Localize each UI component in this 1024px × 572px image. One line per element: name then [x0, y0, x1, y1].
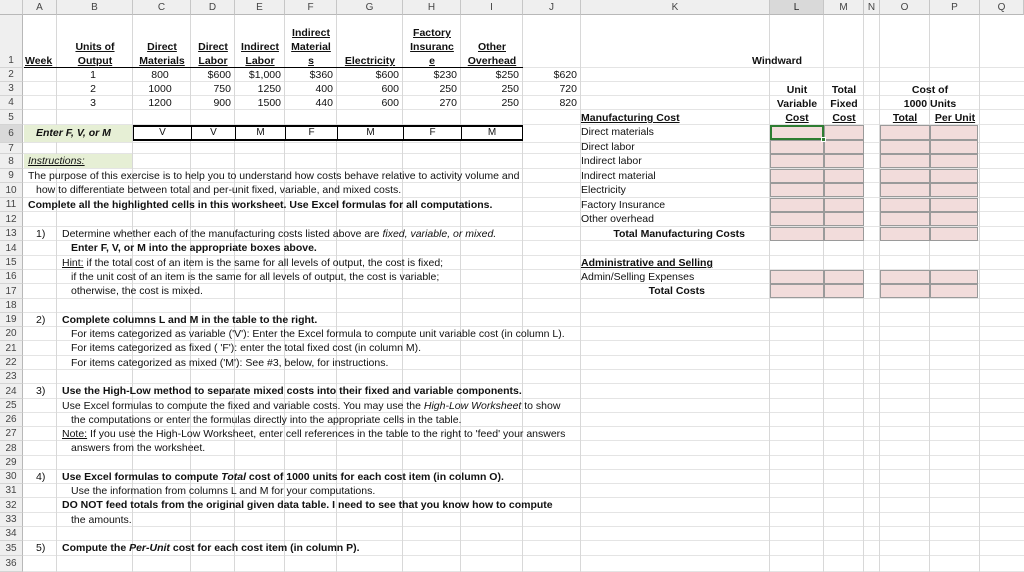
cell-units-week3[interactable]: 1200 — [148, 97, 172, 109]
row-header-32[interactable]: 32 — [0, 498, 23, 513]
row-header-22[interactable]: 22 — [0, 356, 23, 370]
cell-im-week3[interactable]: 600 — [381, 97, 399, 109]
direct-labor-header: Direct Labor — [198, 41, 228, 67]
input-cell[interactable] — [824, 198, 864, 212]
row-header-3[interactable]: 3 — [0, 82, 23, 96]
row-header-31[interactable]: 31 — [0, 484, 23, 498]
row-header-25[interactable]: 25 — [0, 399, 23, 413]
cost-item-label: Indirect labor — [581, 155, 642, 167]
input-cell[interactable] — [930, 169, 978, 183]
total-manufacturing-costs-label: Total Manufacturing Costs — [613, 228, 745, 240]
electricity-header: Electricity — [344, 55, 396, 67]
column-header-j[interactable]: J — [523, 0, 581, 15]
admin-selling-title: Administrative and Selling — [581, 257, 713, 269]
step4-title: Use Excel formulas to compute Total cost of 1000 units for each cost item (in column O). — [62, 471, 504, 483]
select-all-corner[interactable] — [0, 0, 23, 15]
direct-materials-header: Direct Materials — [139, 41, 185, 67]
admin-selling-expenses-label: Admin/Selling Expenses — [581, 271, 695, 283]
step4-line4: the amounts. — [71, 514, 132, 526]
step1-hint: Hint: if the total cost of an item is the same for all levels of output, the cost is fixed; — [62, 257, 444, 269]
input-cell[interactable] — [880, 270, 930, 284]
step1-line4: if the unit cost of an item is the same for all levels of output, the cost is variable; — [71, 271, 440, 283]
input-cell[interactable] — [824, 212, 864, 226]
cell-dm-week1[interactable]: $600 — [207, 69, 231, 81]
input-cell[interactable] — [824, 169, 864, 183]
step1-number: 1) — [36, 228, 46, 240]
indirect-labor-header: Indirect Labor — [241, 41, 279, 67]
cost-item-label: Other overhead — [581, 213, 654, 225]
company-name: Windward — [752, 55, 803, 67]
row-header-15[interactable]: 15 — [0, 256, 23, 270]
row-header-11[interactable]: 11 — [0, 198, 23, 212]
input-cell[interactable] — [770, 140, 824, 154]
step1-line1: Determine whether each of the manufacturing costs listed above are fixed, variable, or mixed. — [62, 228, 497, 240]
row-header-24[interactable]: 24 — [0, 384, 23, 399]
step5-number: 5) — [36, 542, 46, 554]
step3-line2: the computations or enter the formulas directly into the appropriate cells in the table. — [71, 414, 462, 426]
input-cell[interactable] — [824, 270, 864, 284]
cell-fi-week2[interactable]: 250 — [501, 83, 519, 95]
intro-line-3: Complete all the highlighted cells in this worksheet. Use Excel formulas for all computations. — [28, 199, 493, 211]
input-cell[interactable] — [930, 227, 978, 241]
cell-fi-week3[interactable]: 250 — [501, 97, 519, 109]
cell-dl-week1[interactable]: $1,000 — [248, 69, 281, 81]
row-header-16[interactable]: 16 — [0, 270, 23, 284]
cell-il-week3[interactable]: 440 — [315, 97, 333, 109]
fvm-cell-6[interactable]: F — [403, 125, 461, 141]
fill-handle[interactable] — [821, 137, 826, 142]
cost-item-label: Electricity — [581, 184, 626, 196]
step2-line2: For items categorized as fixed ( 'F'): enter the total fixed cost (in column M). — [71, 342, 422, 354]
column-header-c[interactable]: C — [133, 0, 191, 15]
input-cell[interactable] — [930, 154, 978, 168]
column-header-m[interactable]: M — [824, 0, 864, 15]
input-cell[interactable] — [880, 227, 930, 241]
input-cell[interactable] — [770, 154, 824, 168]
cell-elec-week2[interactable]: 250 — [439, 83, 457, 95]
cell-dl-week3[interactable]: 1500 — [257, 97, 281, 109]
step2-line1: For items categorized as variable ('V'): Enter the Excel formula to compute unit variable cost (in column L). — [71, 328, 565, 340]
input-cell[interactable] — [930, 125, 978, 140]
input-cell[interactable] — [824, 284, 864, 298]
step3-number: 3) — [36, 385, 46, 397]
column-header-i[interactable]: I — [461, 0, 523, 15]
cell-week-week2[interactable]: 2 — [90, 83, 96, 95]
total-costs-label: Total Costs — [648, 285, 705, 297]
input-cell[interactable] — [770, 198, 824, 212]
input-cell[interactable] — [930, 284, 978, 298]
unit-variable-cost-header: Unit Variable Cost — [776, 84, 818, 124]
row-header-35[interactable]: 35 — [0, 541, 23, 556]
instructions-label: Instructions: — [24, 154, 132, 168]
fvm-cell-3[interactable]: M — [235, 125, 285, 141]
total-header: Total — [892, 112, 918, 124]
row-header-12[interactable]: 12 — [0, 212, 23, 227]
cost-item-label: Direct materials — [581, 126, 654, 138]
input-cell[interactable] — [824, 183, 864, 197]
cell-week-week3[interactable]: 3 — [90, 97, 96, 109]
input-cell[interactable] — [930, 183, 978, 197]
row-header-6[interactable]: 6 — [0, 125, 23, 143]
input-cell[interactable] — [824, 227, 864, 241]
input-cell[interactable] — [824, 140, 864, 154]
row-header-29[interactable]: 29 — [0, 456, 23, 470]
cell-week-week1[interactable]: 1 — [90, 69, 96, 81]
step3-title: Use the High-Low method to separate mixed costs into their fixed and variable components. — [62, 385, 522, 397]
row-header-9[interactable]: 9 — [0, 169, 23, 183]
step4-line3: DO NOT feed totals from the original given data table. I need to see that you know how to compute — [62, 499, 553, 511]
step3-line1: Use Excel formulas to compute the fixed and variable costs. You may use the High-Low Worksheet to show — [62, 400, 561, 412]
step4-line2: Use the information from columns L and M for your computations. — [71, 485, 376, 497]
input-cell[interactable] — [770, 212, 824, 226]
fvm-cell-5[interactable]: M — [337, 125, 403, 141]
row-header-19[interactable]: 19 — [0, 313, 23, 327]
step2-title: Complete columns L and M in the table to the right. — [62, 314, 318, 326]
row-header-28[interactable]: 28 — [0, 441, 23, 456]
cell-fi-week1[interactable]: $250 — [495, 69, 519, 81]
step3-note: Note: If you use the High-Low Worksheet, enter cell references in the table to the right to 'feed' your answers — [62, 428, 566, 440]
input-cell[interactable] — [880, 140, 930, 154]
cost-item-label: Direct labor — [581, 141, 635, 153]
input-cell[interactable] — [930, 212, 978, 226]
per-unit-header: Per Unit — [934, 112, 976, 124]
column-header-p[interactable]: P — [930, 0, 980, 15]
column-header-k[interactable]: K — [581, 0, 770, 15]
cell-elec-week1[interactable]: $230 — [433, 69, 457, 81]
column-header-e[interactable]: E — [235, 0, 285, 15]
input-cell[interactable] — [930, 198, 978, 212]
fvm-cell-1[interactable]: V — [133, 125, 191, 141]
factory-insurance-header: Factory Insuranc e — [410, 27, 454, 67]
column-header-h[interactable]: H — [403, 0, 461, 15]
row-header-1[interactable]: 1 — [0, 54, 23, 68]
cell-oo-week3[interactable]: 820 — [559, 97, 577, 109]
row-header-13[interactable]: 13 — [0, 227, 23, 241]
intro-line-2: how to differentiate between total and per-unit fixed, variable, and mixed costs. — [36, 184, 402, 196]
column-header-o[interactable]: O — [880, 0, 930, 15]
fvm-cell-4[interactable]: F — [285, 125, 337, 141]
cell-im-week2[interactable]: 600 — [381, 83, 399, 95]
row-header-14[interactable]: 14 — [0, 241, 23, 256]
cell-dm-week2[interactable]: 750 — [213, 83, 231, 95]
row-header-18[interactable]: 18 — [0, 299, 23, 313]
row-header-5[interactable]: 5 — [0, 110, 23, 125]
intro-line-1: The purpose of this exercise is to help you to understand how costs behave relative to activity volume and — [28, 170, 520, 182]
column-header-f[interactable]: F — [285, 0, 337, 15]
row-header-27[interactable]: 27 — [0, 427, 23, 441]
input-cell[interactable] — [880, 284, 930, 298]
row-header-10[interactable]: 10 — [0, 183, 23, 198]
units-header: Units of Output — [75, 41, 115, 67]
cell-il-week1[interactable]: $360 — [309, 69, 333, 81]
cell-il-week2[interactable]: 400 — [315, 83, 333, 95]
column-header-a[interactable]: A — [23, 0, 57, 15]
indirect-materials-header: Indirect Material s — [291, 27, 331, 67]
step1-line2: Enter F, V, or M into the appropriate boxes above. — [71, 242, 317, 254]
total-fixed-cost-header: Total Fixed Cost — [830, 84, 858, 124]
step2-line3: For items categorized as mixed ('M'): See #3, below, for instructions. — [71, 357, 389, 369]
step5-title: Compute the Per-Unit cost for each cost item (in column P). — [62, 542, 360, 554]
row-header-7[interactable]: 7 — [0, 143, 23, 154]
fvm-cell-2[interactable]: V — [191, 125, 235, 141]
input-cell[interactable] — [770, 183, 824, 197]
cell-units-week1[interactable]: 800 — [151, 69, 169, 81]
input-cell[interactable] — [880, 198, 930, 212]
row-header-36[interactable]: 36 — [0, 556, 23, 572]
row-header-2[interactable]: 2 — [0, 68, 23, 82]
input-cell[interactable] — [880, 154, 930, 168]
cell-units-week2[interactable]: 1000 — [148, 83, 172, 95]
input-cell[interactable] — [930, 140, 978, 154]
input-cell[interactable] — [880, 212, 930, 226]
cost-item-label: Factory Insurance — [581, 199, 666, 211]
row-header-17[interactable]: 17 — [0, 284, 23, 299]
column-header-g[interactable]: G — [337, 0, 403, 15]
other-overhead-header: Other Overhead — [467, 41, 517, 67]
row-header-8[interactable]: 8 — [0, 154, 23, 169]
cost-of-1000-header: Cost of 1000 Units — [903, 84, 957, 110]
manufacturing-cost-title: Manufacturing Cost — [581, 112, 680, 124]
fvm-cell-7[interactable]: M — [461, 125, 523, 141]
input-cell[interactable] — [880, 183, 930, 197]
enter-fvm-label: Enter F, V, or M — [24, 125, 132, 142]
row-header-30[interactable]: 30 — [0, 470, 23, 484]
column-header-b[interactable]: B — [57, 0, 133, 15]
row-header-20[interactable]: 20 — [0, 327, 23, 341]
row-header-21[interactable]: 21 — [0, 341, 23, 356]
row-header-23[interactable]: 23 — [0, 370, 23, 384]
column-header-d[interactable]: D — [191, 0, 235, 15]
input-cell[interactable] — [770, 125, 824, 140]
row-header-26[interactable]: 26 — [0, 413, 23, 427]
input-cell[interactable] — [880, 169, 930, 183]
step4-number: 4) — [36, 471, 46, 483]
cell-im-week1[interactable]: $600 — [375, 69, 399, 81]
cell-dm-week3[interactable]: 900 — [213, 97, 231, 109]
column-header-q[interactable]: Q — [980, 0, 1024, 15]
step2-number: 2) — [36, 314, 46, 326]
input-cell[interactable] — [930, 270, 978, 284]
cell-dl-week2[interactable]: 1250 — [257, 83, 281, 95]
input-cell[interactable] — [770, 227, 824, 241]
input-cell[interactable] — [770, 169, 824, 183]
input-cell[interactable] — [880, 125, 930, 140]
row-header-4[interactable]: 4 — [0, 96, 23, 110]
cell-oo-week1[interactable]: $620 — [553, 69, 577, 81]
row-header-34[interactable]: 34 — [0, 527, 23, 541]
row-header-33[interactable]: 33 — [0, 513, 23, 527]
column-header-l[interactable]: L — [770, 0, 824, 15]
column-header-n[interactable]: N — [864, 0, 880, 15]
cost-item-label: Indirect material — [581, 170, 656, 182]
input-cell[interactable] — [770, 270, 824, 284]
cell-oo-week2[interactable]: 720 — [559, 83, 577, 95]
input-cell[interactable] — [824, 125, 864, 140]
step3-line4: answers from the worksheet. — [71, 442, 206, 454]
cell-elec-week3[interactable]: 270 — [439, 97, 457, 109]
step1-line5: otherwise, the cost is mixed. — [71, 285, 203, 297]
input-cell[interactable] — [824, 154, 864, 168]
input-cell[interactable] — [770, 284, 824, 298]
week-header: Week — [25, 55, 53, 67]
